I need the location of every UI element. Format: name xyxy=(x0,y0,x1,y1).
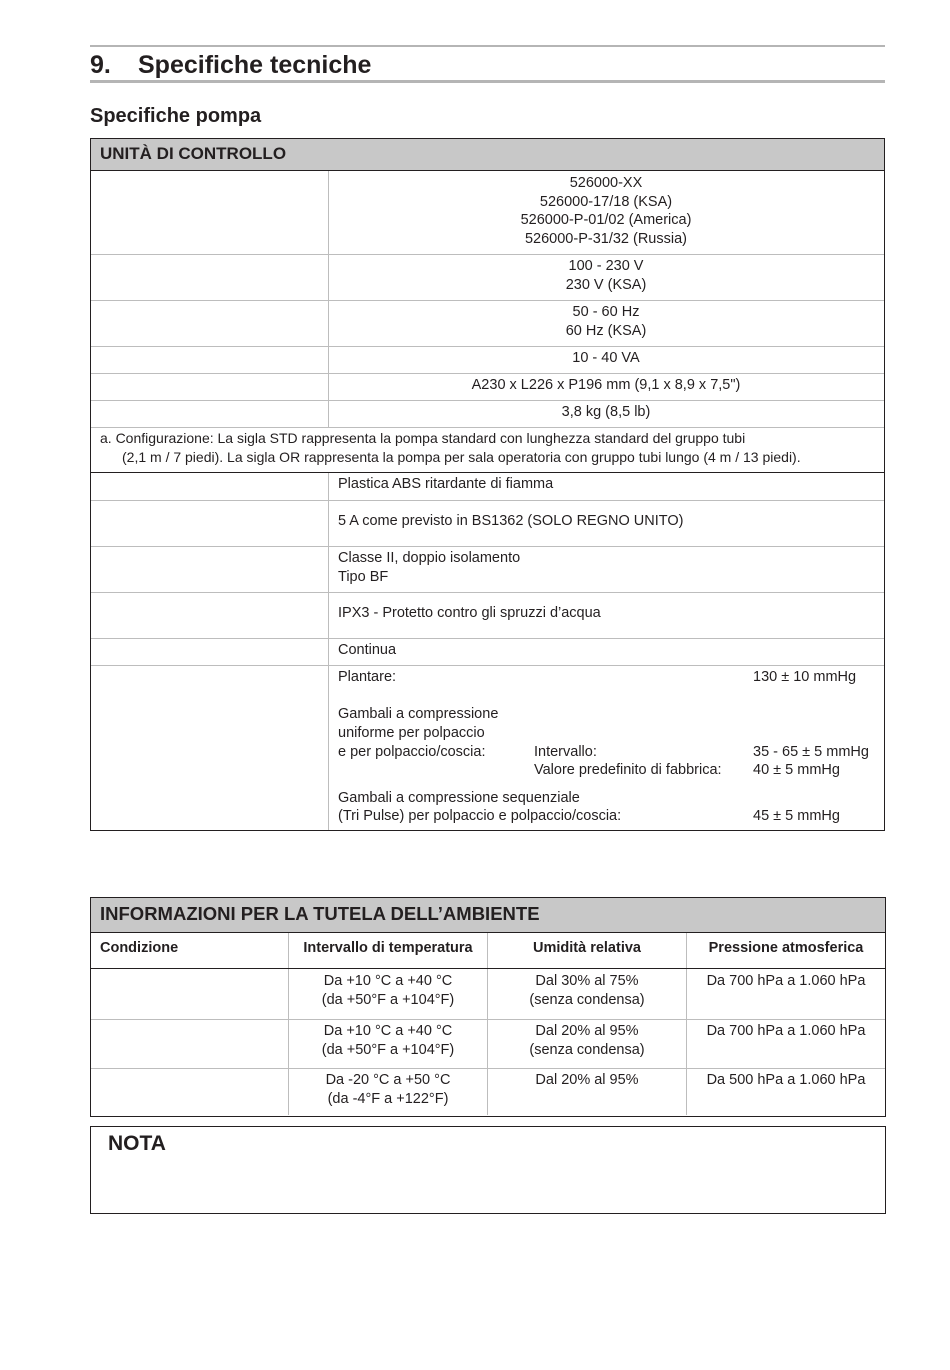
humidity-line: Dal 20% al 95% xyxy=(535,1023,639,1039)
spec-label-cell xyxy=(91,666,329,830)
spec-value-line: 526000-XX xyxy=(569,175,643,191)
temperature-line: (da -4°F a +122°F) xyxy=(327,1090,449,1107)
spec-row-material xyxy=(91,472,884,500)
spec-value-line: 3,8 kg (8,5 lb) xyxy=(561,404,651,420)
spec-value-cell xyxy=(328,171,884,254)
footnote-text xyxy=(100,429,801,466)
spec-value-cell xyxy=(328,347,884,373)
humidity-cell xyxy=(488,969,687,1019)
spec-value-line: 230 V (KSA) xyxy=(565,276,647,293)
spec-row-operation xyxy=(91,638,884,665)
default-value: 40 ± 5 mmHg xyxy=(753,762,840,778)
control-unit-header: UNITÀ DI CONTROLLO xyxy=(91,139,884,171)
column-header-humidity: Umidità relativa xyxy=(488,933,687,968)
spec-label-cell xyxy=(91,255,329,300)
pressure-cell xyxy=(687,1020,885,1068)
plantar-value: 130 ± 10 mmHg xyxy=(753,669,857,685)
section-heading xyxy=(90,45,885,83)
temperature-line: (da +50°F a +104°F) xyxy=(321,991,455,1008)
spec-row-pressure xyxy=(91,665,884,830)
spec-value-line: 60 Hz (KSA) xyxy=(565,322,647,339)
spec-label-cell xyxy=(91,374,329,400)
temperature-line: (da +50°F a +104°F) xyxy=(321,1041,455,1058)
spec-value-line: IPX3 - Protetto contro gli spruzzi d’acqua xyxy=(338,605,601,621)
spec-label-cell xyxy=(91,501,329,546)
humidity-line: Dal 20% al 95% xyxy=(535,1072,639,1088)
spec-value-cell xyxy=(328,501,884,546)
spec-value-line: 526000-P-01/02 (America) xyxy=(520,212,692,228)
plantar-label: Plantare: xyxy=(338,669,397,685)
spec-value-line: 100 - 230 V xyxy=(568,258,644,274)
temperature-cell xyxy=(289,1069,488,1115)
section-number: 9. xyxy=(90,51,111,79)
column-header-temperature: Intervallo di temperatura xyxy=(289,933,488,968)
spec-value-line: 526000-P-31/32 (Russia) xyxy=(524,230,687,247)
environment-row xyxy=(91,969,885,1019)
note-box xyxy=(90,1126,886,1214)
spec-value-cell xyxy=(328,255,884,300)
spec-value-cell xyxy=(328,301,884,346)
temperature-cell xyxy=(289,1020,488,1068)
spec-value-line: 10 - 40 VA xyxy=(572,350,640,366)
environment-column-headers xyxy=(91,933,885,969)
humidity-line: Dal 30% al 75% xyxy=(535,973,639,989)
footnote-line: a. Configurazione: La sigla STD rappresenta la pompa standard con lunghezza standard del gruppo tubi xyxy=(100,430,746,446)
pressure-cell xyxy=(328,666,884,830)
spec-row-model xyxy=(91,171,884,254)
pressure-line: Da 500 hPa a 1.060 hPa xyxy=(706,1072,866,1088)
temperature-line: Da +10 °C a +40 °C xyxy=(323,973,453,989)
condition-cell xyxy=(91,969,289,1019)
note-title: NOTA xyxy=(108,1132,166,1155)
temperature-line: Da -20 °C a +50 °C xyxy=(325,1072,451,1088)
spec-label-cell xyxy=(91,593,329,638)
table-footnote xyxy=(91,427,884,472)
range-label: Intervallo: xyxy=(534,744,597,760)
spec-value-cell xyxy=(328,593,884,638)
spec-label-cell xyxy=(91,547,329,592)
environment-header: INFORMAZIONI PER LA TUTELA DELL’AMBIENTE xyxy=(91,898,885,933)
subsection-title: Specifiche pompa xyxy=(90,105,262,127)
spec-value-line: 50 - 60 Hz xyxy=(572,304,640,320)
sequential-label-line: Gambali a compressione sequenziale xyxy=(338,790,580,806)
spec-row-weight xyxy=(91,400,884,427)
spec-value-line: A230 x L226 x P196 mm (9,1 x 8,9 x 7,5") xyxy=(471,377,741,393)
spec-value-cell xyxy=(328,547,884,592)
spec-value-line: Tipo BF xyxy=(338,568,389,585)
condition-cell xyxy=(91,1069,289,1115)
humidity-line: (senza condensa) xyxy=(529,991,645,1008)
spec-row-protection-class xyxy=(91,546,884,592)
spec-row-voltage xyxy=(91,254,884,300)
humidity-line: (senza condensa) xyxy=(529,1041,645,1058)
footnote-line: (2,1 m / 7 piedi). La sigla OR rappresenta la pompa per sala operatoria con gruppo tubi lungo (4 m / 13 piedi). xyxy=(122,448,801,465)
default-label: Valore predefinito di fabbrica: xyxy=(534,762,722,778)
temperature-line: Da +10 °C a +40 °C xyxy=(323,1023,453,1039)
pressure-line: Da 700 hPa a 1.060 hPa xyxy=(706,973,866,989)
pressure-line: Da 700 hPa a 1.060 hPa xyxy=(706,1023,866,1039)
spec-value-line: 526000-17/18 (KSA) xyxy=(539,193,673,210)
spec-label-cell xyxy=(91,171,329,254)
spec-value-cell xyxy=(328,374,884,400)
sequential-label-line: (Tri Pulse) per polpaccio e polpaccio/coscia: xyxy=(338,808,622,824)
spec-row-fuse xyxy=(91,500,884,546)
environment-row xyxy=(91,1019,885,1068)
spec-label-cell xyxy=(91,639,329,665)
environment-table xyxy=(90,897,886,1117)
section-title: Specifiche tecniche xyxy=(138,51,372,79)
spec-value-line: Continua xyxy=(338,642,397,658)
spec-row-power xyxy=(91,346,884,373)
uniform-label-line: e per polpaccio/coscia: xyxy=(338,744,486,760)
spec-row-ip-rating xyxy=(91,592,884,638)
spec-label-cell xyxy=(91,347,329,373)
uniform-label-line: Gambali a compressione xyxy=(338,706,499,722)
spec-value-line: Plastica ABS ritardante di fiamma xyxy=(338,476,554,492)
spec-row-dimensions xyxy=(91,373,884,400)
spec-value-cell xyxy=(328,401,884,427)
pressure-cell xyxy=(687,1069,885,1115)
spec-label-cell xyxy=(91,473,329,500)
spec-value-line: Classe II, doppio isolamento xyxy=(338,550,521,566)
condition-cell xyxy=(91,1020,289,1068)
range-value: 35 - 65 ± 5 mmHg xyxy=(753,744,869,760)
spec-label-cell xyxy=(91,301,329,346)
column-header-pressure: Pressione atmosferica xyxy=(708,940,864,956)
uniform-label-line: uniforme per polpaccio xyxy=(338,725,485,741)
humidity-cell xyxy=(488,1020,687,1068)
pressure-cell xyxy=(687,969,885,1019)
spec-row-frequency xyxy=(91,300,884,346)
control-unit-table xyxy=(90,138,885,831)
spec-value-line: 5 A come previsto in BS1362 (SOLO REGNO UNITO) xyxy=(338,513,684,529)
environment-row xyxy=(91,1068,885,1115)
humidity-cell xyxy=(488,1069,687,1115)
column-header-condition: Condizione xyxy=(91,933,289,968)
sequential-value: 45 ± 5 mmHg xyxy=(753,808,840,824)
temperature-cell xyxy=(289,969,488,1019)
spec-label-cell xyxy=(91,401,329,427)
spec-value-cell xyxy=(328,473,884,500)
spec-value-cell xyxy=(328,639,884,665)
